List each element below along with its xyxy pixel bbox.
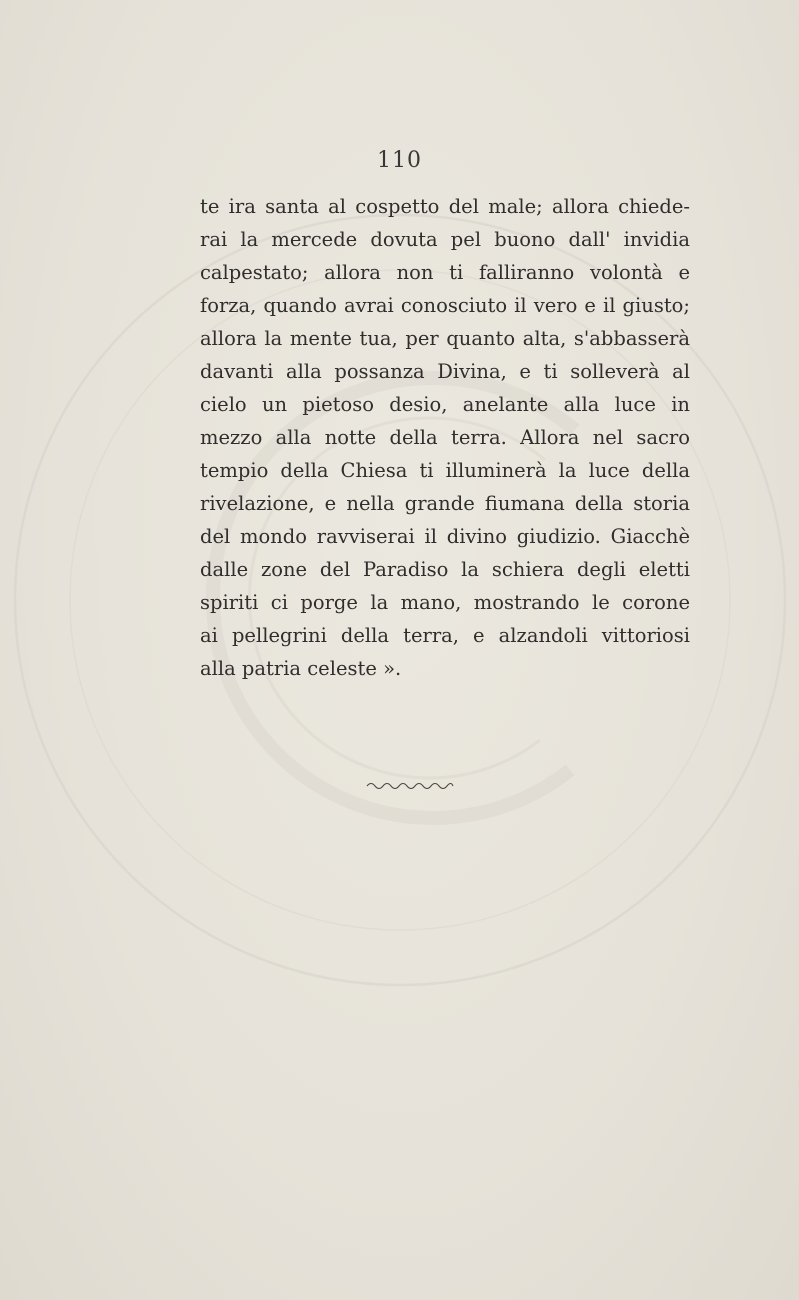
text-line: alla patria celeste ». [200, 657, 402, 680]
text-line: rai la mercede dovuta pel buono dall' invidia [200, 228, 690, 251]
text-line: calpestato; allora non ti falliranno volontà e [200, 261, 690, 284]
text-line: rivelazione, e nella grande fiumana della storia [200, 492, 690, 515]
text-line: davanti alla possanza Divina, e ti solleverà al [200, 360, 690, 383]
text-line: te ira santa al cospetto del male; allora chiede- [200, 195, 690, 218]
end-ornament-icon [365, 780, 455, 792]
text-line: del mondo ravviserai il divino giudizio. Giacchè [200, 525, 690, 548]
page-number: 110 [377, 148, 422, 173]
body-text [200, 190, 690, 685]
text-line: dalle zone del Paradiso la schiera degli eletti [200, 558, 690, 581]
text-line: cielo un pietoso desio, anelante alla luce in [200, 393, 690, 416]
text-line: spiriti ci porge la mano, mostrando le corone [200, 591, 690, 614]
text-line: mezzo alla notte della terra. Allora nel sacro [200, 426, 690, 449]
text-line: forza, quando avrai conosciuto il vero e il giusto; [200, 294, 690, 317]
text-line: tempio della Chiesa ti illuminerà la luce della [200, 459, 690, 482]
text-line: allora la mente tua, per quanto alta, s'abbasserà [200, 327, 690, 350]
text-line: ai pellegrini della terra, e alzandoli vittoriosi [200, 624, 690, 647]
